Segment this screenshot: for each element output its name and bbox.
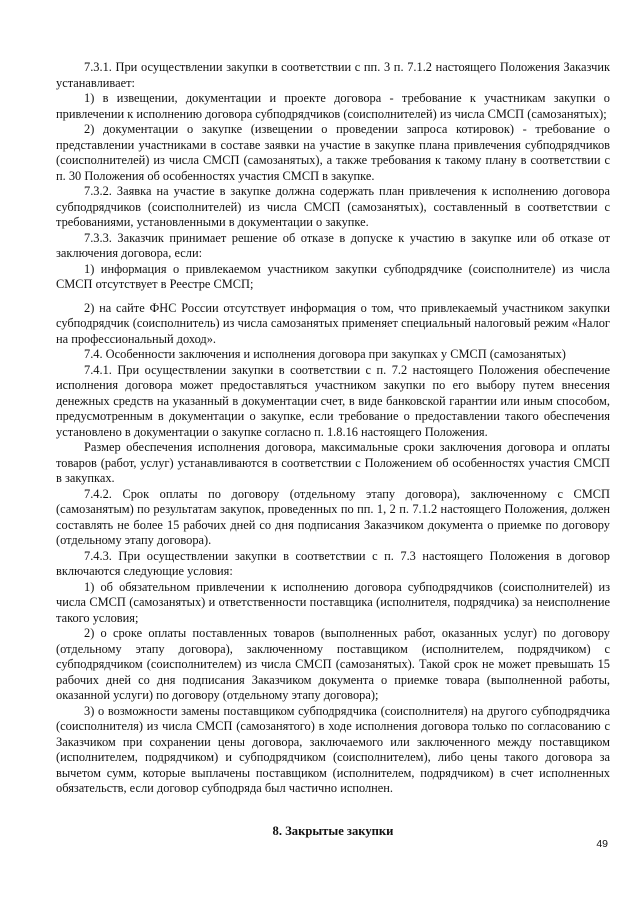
- document-body: [56, 60, 610, 797]
- paragraph-7-4-3: 7.4.3. При осуществлении закупки в соответствии с п. 7.3 настоящего Положения в договор включаются следующие условия:: [56, 548, 610, 578]
- paragraph-7-4-1: 7.4.1. При осуществлении закупки в соответствии с п. 7.2 настоящего Положения обеспечение исполнения договора может предоставляться участником закупки по его выбору путем внесения денежных средств на указанный в документации счет, в виде банковской гарантии или иным способом, предусмотренным в документации о закупке, если требование о предоставлении такого обеспечения установлено в документации о закупке согласно п. 1.8.16 настоящего Положения.: [56, 362, 610, 439]
- section-heading: 8. Закрытые закупки: [272, 823, 394, 838]
- paragraph-7-4-1-security-size: Размер обеспечения исполнения договора, максимальные сроки заключения договора и оплаты товаров (работ, услуг) устанавливаются в соответствии с Положением об особенностях участия СМСП в закупках.: [56, 440, 610, 485]
- page-number: 49: [596, 838, 608, 850]
- paragraph-7-3-1-item-1: 1) в извещении, документации и проекте договора - требование к участникам закупки о привлечении к исполнению договора субподрядчиков (соисполнителей) из числа СМСП (самозанятых);: [56, 91, 610, 121]
- paragraph-7-3-3-item-2: 2) на сайте ФНС России отсутствует информация о том, что привлекаемый участником закупки субподрядчик (соисполнитель) из числа самозанятых применяет специальный налоговый режим «Налог на профессиональный доход».: [56, 300, 610, 346]
- paragraph-7-3-3: 7.3.3. Заказчик принимает решение об отказе в допуске к участию в закупке или об отказе от заключения договора, если:: [56, 230, 610, 260]
- paragraph-7-4-3-item-2: 2) о сроке оплаты поставленных товаров (выполненных работ, оказанных услуг) по договору (отдельному этапу договора), заключенному поставщиком (исполнителем, подрядчиком) с субподрядчиком (соисполнителем) из числа СМСП (самозанятых). Такой срок не может превышать 15 рабочих дней со дня подписания Заказчиком документа о приемке товара (выполненной работы, оказанной услуги) по договору (отдельному этапу договора);: [56, 626, 610, 702]
- paragraph-7-4: 7.4. Особенности заключения и исполнения договора при закупках у СМСП (самозанятых): [84, 347, 566, 361]
- paragraph-7-4-2: 7.4.2. Срок оплаты по договору (отдельному этапу договора), заключенному с СМСП (самозанятым) по результатам закупок, проведенных по пп. 1, 2 п. 7.1.2 настоящего Положения, должен составлять не более 15 рабочих дней со дня подписания Заказчиком документа о приемке по договору (отдельному этапу договора).: [56, 486, 610, 547]
- paragraph-7-4-3-item-3: 3) о возможности замены поставщиком субподрядчика (соисполнителя) на другого субподрядчика (соисполнителя) из числа СМСП (самозанятого) в ходе исполнения договора только по согласованию с Заказчиком при сохранении цены договора, заключаемого или заключенного между поставщиком (исполнителем, подрядчиком) и субподрядчиком (соисполнителем), либо цены такого договора за вычетом сумм, которые выплачены поставщиком (исполнителем, подрядчиком) в счет исполненных обязательств, если договор субподряда был частично исполнен.: [56, 703, 610, 795]
- paragraph-7-3-1-item-2: 2) документации о закупке (извещении о проведении запроса котировок) - требование о представлении участниками в составе заявки на участие в закупке плана привлечения субподрядчиков (соисполнителей) из числа СМСП (самозанятых), а также требования к такому плану в соответствии с п. 30 Положения об особенностях участия СМСП в закупке.: [56, 122, 610, 183]
- paragraph-7-3-1: 7.3.1. При осуществлении закупки в соответствии с пп. 3 п. 7.1.2 настоящего Положения Заказчик устанавливает:: [56, 60, 610, 90]
- paragraph-7-4-3-item-1: 1) об обязательном привлечении к исполнению договора субподрядчиков (соисполнителей) из числа СМСП (самозанятых) и ответственности поставщика (исполнителя, подрядчика) за неисполнение такого условия;: [56, 579, 610, 625]
- paragraph-7-3-3-item-1: 1) информация о привлекаемом участником закупки субподрядчике (соисполнителе) из числа СМСП отсутствует в Реестре СМСП;: [56, 261, 610, 291]
- paragraph-7-3-2: 7.3.2. Заявка на участие в закупке должна содержать план привлечения к исполнению договора субподрядчиков (соисполнителей) из числа СМСП (самозанятых), составленный в соответствии с требованиями, установленными в документации о закупке.: [56, 184, 610, 229]
